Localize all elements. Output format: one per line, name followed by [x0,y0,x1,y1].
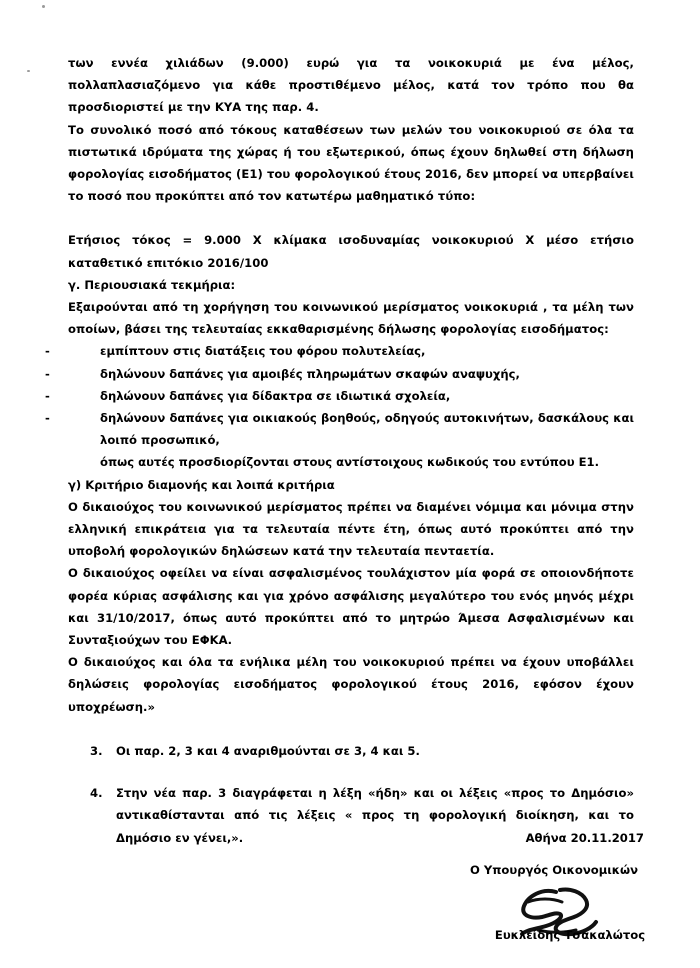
list-item [45,385,634,407]
city-date-line [0,828,644,848]
paragraph-continuation: των εννέα χιλιάδων (9.000) ευρώ για τα νοικοκυριά με ένα μέλος, πολλαπλασιαζόμενο για κάθε προστιθέμενο μέλος, κατά τον τρόπο που θα προσδιοριστεί με την ΚΥΑ της παρ. 4. [68,56,634,115]
spacer [68,718,634,740]
paragraph-interest-total: Το συνολικό ποσό από τόκους καταθέσεων των μελών του νοικοκυριού σε όλα τα πιστωτικά ιδρύματα της χώρας ή του εξωτερικού, όπως έχουν δηλωθεί στη δήλωση φορολογίας εισοδήματος (Ε1) του φορολογικού έτους 2016, δεν μπορεί να υπερβαίνει το ποσό που προκύπτει από τον κατωτέρω μαθηματικό τύπο: [68,122,634,204]
heading-residence-criteria: γ) Κριτήριο διαμονής και λοιπά κριτήρια [68,477,335,492]
list-item-text: εμπίπτουν στις διατάξεις του φόρου πολυτελείας, [100,344,426,359]
numbered-item-text: Οι παρ. 2, 3 και 4 αναριθμούνται σε 3, 4 και 5. [116,743,420,758]
list-item-text: δηλώνουν δαπάνες για οικιακούς βοηθούς, οδηγούς αυτοκινήτων, δασκάλους και λοιπό προσωπικό, [100,411,634,448]
list-item [45,340,634,362]
paragraph-codes-note: όπως αυτές προσδιορίζονται στους αντίστοιχους κωδικούς του εντύπου Ε1. [100,455,599,470]
list-item-text: δηλώνουν δαπάνες για αμοιβές πληρωμάτων σκαφών αναψυχής, [100,366,520,381]
numbered-item [68,740,634,762]
city-date-text: Αθήνα 20.11.2017 [525,831,644,845]
dash-bullet-icon: - [45,388,50,403]
heading-property-presumptions: γ. Περιουσιακά τεκμήρια: [68,277,236,292]
spacer [68,762,634,782]
signature-block [470,886,670,966]
paragraph-insurance: Ο δικαιούχος οφείλει να είναι ασφαλισμένος τουλάχιστον μία φορά σε οποιονδήποτε φορέα κύριας ασφάλισης και για χρόνο ασφάλισης μεγαλύτερο του ενός μηνός μέχρι και 31/10/2017, όπως αυτό προκύπτει από το μητρώο Άμεσα Ασφαλισμένων και Συνταξιούχων του ΕΦΚΑ. [68,566,634,648]
numbered-item-text: Στην νέα παρ. 3 διαγράφεται η λέξη «ήδη» και οι λέξεις «προς το Δημόσιο» αντικαθίστανται από τις λέξεις « προς τη φορολογική διοίκηση, και το Δημόσιο εν γένει,». [116,786,634,845]
signature-name: Ευκλείδης Τσακαλώτος [494,928,646,942]
formula-annual-interest: Ετήσιος τόκος = 9.000 Χ κλίμακα ισοδυναμίας νοικοκυριού Χ μέσο ετήσιο καταθετικό επιτόκιο 2016/100 [68,233,634,270]
paragraph-tax-declarations: Ο δικαιούχος και όλα τα ενήλικα μέλη του νοικοκυριού πρέπει να έχουν υποβάλλει δηλώσεις φορολογίας εισοδήματος φορολογικού έτους 2016, εφόσον έχουν υποχρέωση.» [68,655,634,714]
minister-title-line [0,860,638,880]
dash-bullet-icon: - [45,366,50,381]
dash-bullet-icon: - [45,411,50,426]
document-body [45,52,634,849]
list-item-text: δηλώνουν δαπάνες για δίδακτρα σε ιδιωτικά σχολεία, [100,388,451,403]
item-number: 3. [90,743,103,758]
paragraph-residence: Ο δικαιούχος του κοινωνικού μερίσματος πρέπει να διαμένει νόμιμα και μόνιμα στην ελληνική επικράτεια για τα τελευταία πέντε έτη, όπως αυτό προκύπτει από την υποβολή φορολογικών δηλώσεων κατά την τελευταία πενταετία. [68,499,634,559]
minister-title-text: Ο Υπουργός Οικονομικών [469,863,638,877]
paragraph-exclusions-intro: Εξαιρούνται από τη χορήγηση του κοινωνικού μερίσματος νοικοκυριά , τα μέλη των οποίων, βάσει της τελευταίας εκκαθαρισμένης δήλωσης φορολογίας εισοδήματος: [68,300,634,337]
item-number: 4. [90,786,103,801]
list-item [45,363,634,385]
exclusion-list [45,340,634,451]
dash-bullet-icon: - [45,344,50,359]
scan-speckle-icon [42,5,45,8]
scan-speckle-icon [27,70,30,72]
list-item [45,407,634,451]
spacer [68,207,634,229]
